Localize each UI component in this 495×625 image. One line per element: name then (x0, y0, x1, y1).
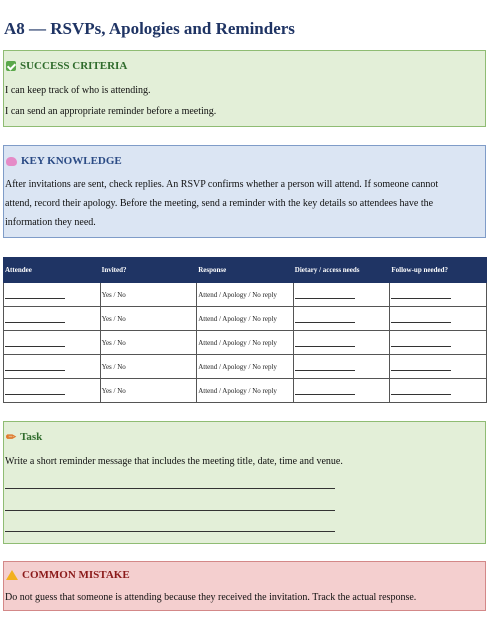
blank-line (295, 393, 355, 395)
success-criteria-title: SUCCESS CRITERIA (20, 60, 128, 72)
follow-up-cell[interactable] (390, 283, 487, 307)
table-row (4, 307, 487, 331)
success-criterion: I can keep track of who is attending. (5, 85, 151, 96)
writing-line[interactable] (5, 488, 335, 489)
invited-cell[interactable]: Yes / No (100, 307, 197, 331)
attendee-cell[interactable] (4, 355, 101, 379)
dietary-cell[interactable] (293, 283, 390, 307)
warning-icon (6, 570, 18, 580)
attendee-cell[interactable] (4, 307, 101, 331)
common-mistake-title: COMMON MISTAKE (22, 569, 130, 581)
response-cell[interactable]: Attend / Apology / No reply (197, 331, 294, 355)
invited-cell[interactable]: Yes / No (100, 331, 197, 355)
check-icon (6, 61, 16, 71)
dietary-cell[interactable] (293, 331, 390, 355)
key-knowledge-line: After invitations are sent, check replies. An RSVP confirms whether a person will attend. If someone cannot (5, 179, 439, 190)
success-criteria-box (3, 50, 486, 127)
blank-line (391, 369, 451, 371)
invited-cell[interactable]: Yes / No (100, 355, 197, 379)
response-cell[interactable]: Attend / Apology / No reply (197, 379, 294, 403)
writing-line[interactable] (5, 531, 335, 532)
table-row (4, 355, 487, 379)
attendee-cell[interactable] (4, 331, 101, 355)
key-knowledge-title: KEY KNOWLEDGE (21, 155, 122, 167)
rsvp-tracking-table (3, 257, 487, 403)
table-row (4, 379, 487, 403)
follow-up-cell[interactable] (390, 355, 487, 379)
key-knowledge-box (3, 145, 486, 238)
follow-up-cell[interactable] (390, 379, 487, 403)
blank-line (295, 369, 355, 371)
blank-line (391, 393, 451, 395)
common-mistake-heading (6, 569, 130, 581)
table-header-row (4, 258, 487, 283)
dietary-cell[interactable] (293, 355, 390, 379)
brain-icon (6, 157, 17, 166)
key-knowledge-line: information they need. (5, 217, 96, 228)
column-header-dietary: Dietary / access needs (293, 258, 390, 283)
attendee-cell[interactable] (4, 379, 101, 403)
follow-up-cell[interactable] (390, 331, 487, 355)
success-criterion: I can send an appropriate reminder before a meeting. (5, 106, 217, 117)
blank-line (391, 297, 451, 299)
column-header-invited: Invited? (100, 258, 197, 283)
blank-line (5, 321, 65, 323)
blank-line (391, 345, 451, 347)
writing-line[interactable] (5, 510, 335, 511)
key-knowledge-line: attend, record their apology. Before the meeting, send a reminder with the key details so attendees have the (5, 198, 434, 209)
table-row (4, 283, 487, 307)
common-mistake-text: Do not guess that someone is attending because they received the invitation. Track the actual response. (5, 592, 417, 603)
follow-up-cell[interactable] (390, 307, 487, 331)
blank-line (391, 321, 451, 323)
blank-line (5, 297, 65, 299)
blank-line (295, 297, 355, 299)
blank-line (5, 345, 65, 347)
blank-line (5, 369, 65, 371)
invited-cell[interactable]: Yes / No (100, 283, 197, 307)
attendee-cell[interactable] (4, 283, 101, 307)
task-title: Task (20, 431, 43, 443)
response-cell[interactable]: Attend / Apology / No reply (197, 283, 294, 307)
task-instruction: Write a short reminder message that includes the meeting title, date, time and venue. (5, 456, 343, 467)
blank-line (295, 345, 355, 347)
blank-line (295, 321, 355, 323)
invited-cell[interactable]: Yes / No (100, 379, 197, 403)
column-header-attendee: Attendee (4, 258, 101, 283)
key-knowledge-heading (6, 155, 122, 167)
blank-line (5, 393, 65, 395)
dietary-cell[interactable] (293, 379, 390, 403)
dietary-cell[interactable] (293, 307, 390, 331)
success-criteria-heading (6, 60, 127, 72)
page-title: A8 — RSVPs, Apologies and Reminders (4, 19, 295, 38)
task-box (3, 421, 486, 544)
column-header-response: Response (197, 258, 294, 283)
task-heading (6, 431, 42, 443)
table-row (4, 331, 487, 355)
common-mistake-box (3, 561, 486, 611)
response-cell[interactable]: Attend / Apology / No reply (197, 355, 294, 379)
column-header-follow-up: Follow-up needed? (390, 258, 487, 283)
response-cell[interactable]: Attend / Apology / No reply (197, 307, 294, 331)
pencil-icon: ✏ (6, 430, 17, 444)
